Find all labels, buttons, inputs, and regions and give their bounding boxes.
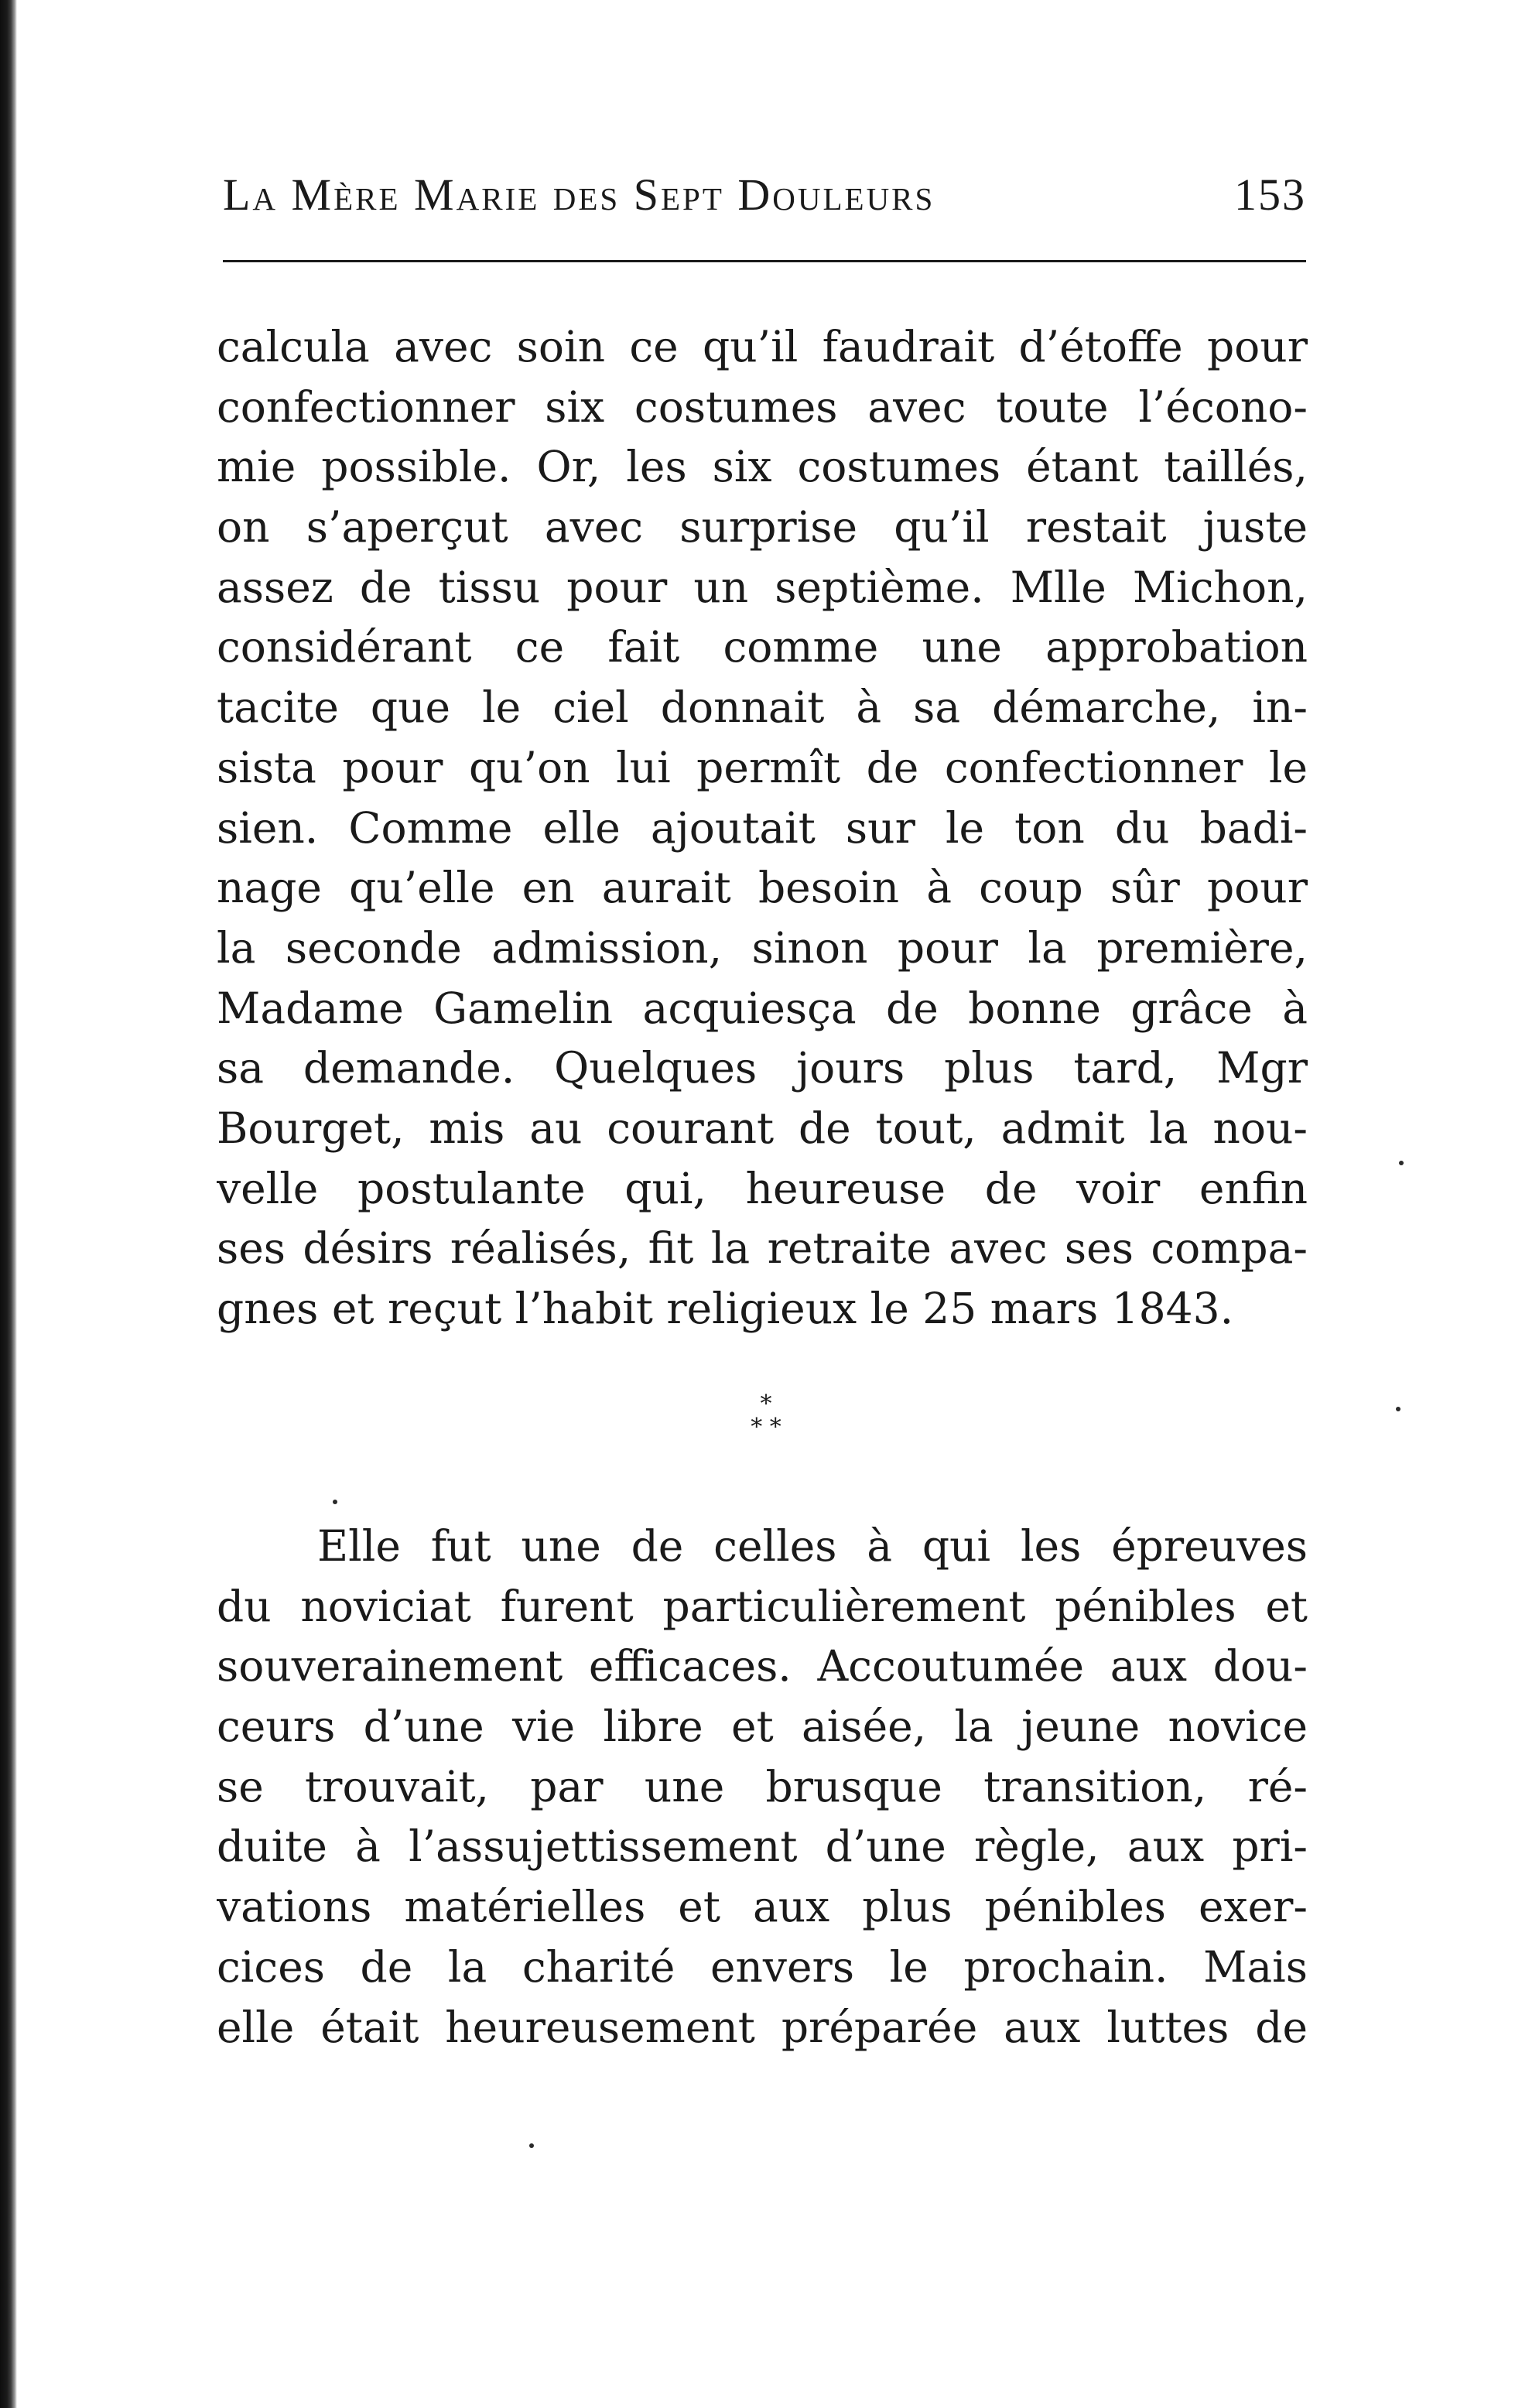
text-line: duite à l’assujettissement d’une règle, aux pri- [217,1821,1308,1872]
print-speck [333,1500,337,1504]
header-rule [223,260,1306,262]
text-line: ses désirs réalisés, fit la retraite avec ses compa- [217,1223,1308,1274]
text-line: confectionner six costumes avec toute l’écono- [217,381,1308,432]
text-line: souverainement efficaces. Accoutumée aux dou- [217,1641,1308,1691]
print-speck [1396,1407,1400,1411]
text-line: tacite que le ciel donnait à sa démarche, in- [217,682,1308,733]
text-line: sa demande. Quelques jours plus tard, Mgr [217,1043,1308,1093]
text-line: Elle fut une de celles à qui les épreuves [317,1521,1308,1571]
paragraph-new-section [217,1517,1308,2057]
asterism-top: * [760,1390,772,1418]
section-separator-asterism [720,1390,812,1455]
text-line: elle était heureusement préparée aux luttes de [217,2002,1308,2052]
asterism-bottom: * * [751,1414,781,1441]
text-line: sien. Comme elle ajoutait sur le ton du badi- [217,802,1308,853]
page-number: 153 [1234,169,1306,220]
text-line: considérant ce fait comme une approbation [217,622,1308,672]
text-line: se trouvait, par une brusque transition, ré- [217,1761,1308,1811]
print-speck [529,2143,534,2148]
text-line: sista pour qu’on lui permît de confectionner le [217,742,1308,792]
text-line: gnes et reçut l’habit religieux le 25 mars 1843. [217,1284,1234,1333]
text-line: velle postulante qui, heureuse de voir enfin [217,1163,1308,1213]
text-line: ceurs d’une vie libre et aisée, la jeune novice [217,1702,1308,1752]
text-line: nage qu’elle en aurait besoin à coup sûr pour [217,863,1308,913]
print-speck [1399,1161,1404,1165]
text-line: du noviciat furent particulièrement pénibles et [217,1581,1308,1631]
text-line: cices de la charité envers le prochain. Mais [217,1941,1308,1992]
text-line: vations matérielles et aux plus pénibles exer- [217,1882,1308,1932]
text-line: assez de tissu pour un septième. Mlle Michon, [217,562,1308,612]
text-line: Madame Gamelin acquiesça de bonne grâce à [217,983,1308,1033]
running-head [223,169,1306,238]
running-title: La Mère Marie des Sept Douleurs [223,169,935,220]
paragraph-continued [217,317,1308,1339]
text-line: la seconde admission, sinon pour la première, [217,922,1308,973]
text-line: Bourget, mis au courant de tout, admit la nou- [217,1103,1308,1153]
text-line: mie possible. Or, les six costumes étant taillés, [217,442,1308,492]
page-binding-edge [0,0,17,2408]
text-line: calcula avec soin ce qu’il faudrait d’étoffe pour [217,322,1308,371]
text-line: on s’aperçut avec surprise qu’il restait juste [217,502,1308,552]
